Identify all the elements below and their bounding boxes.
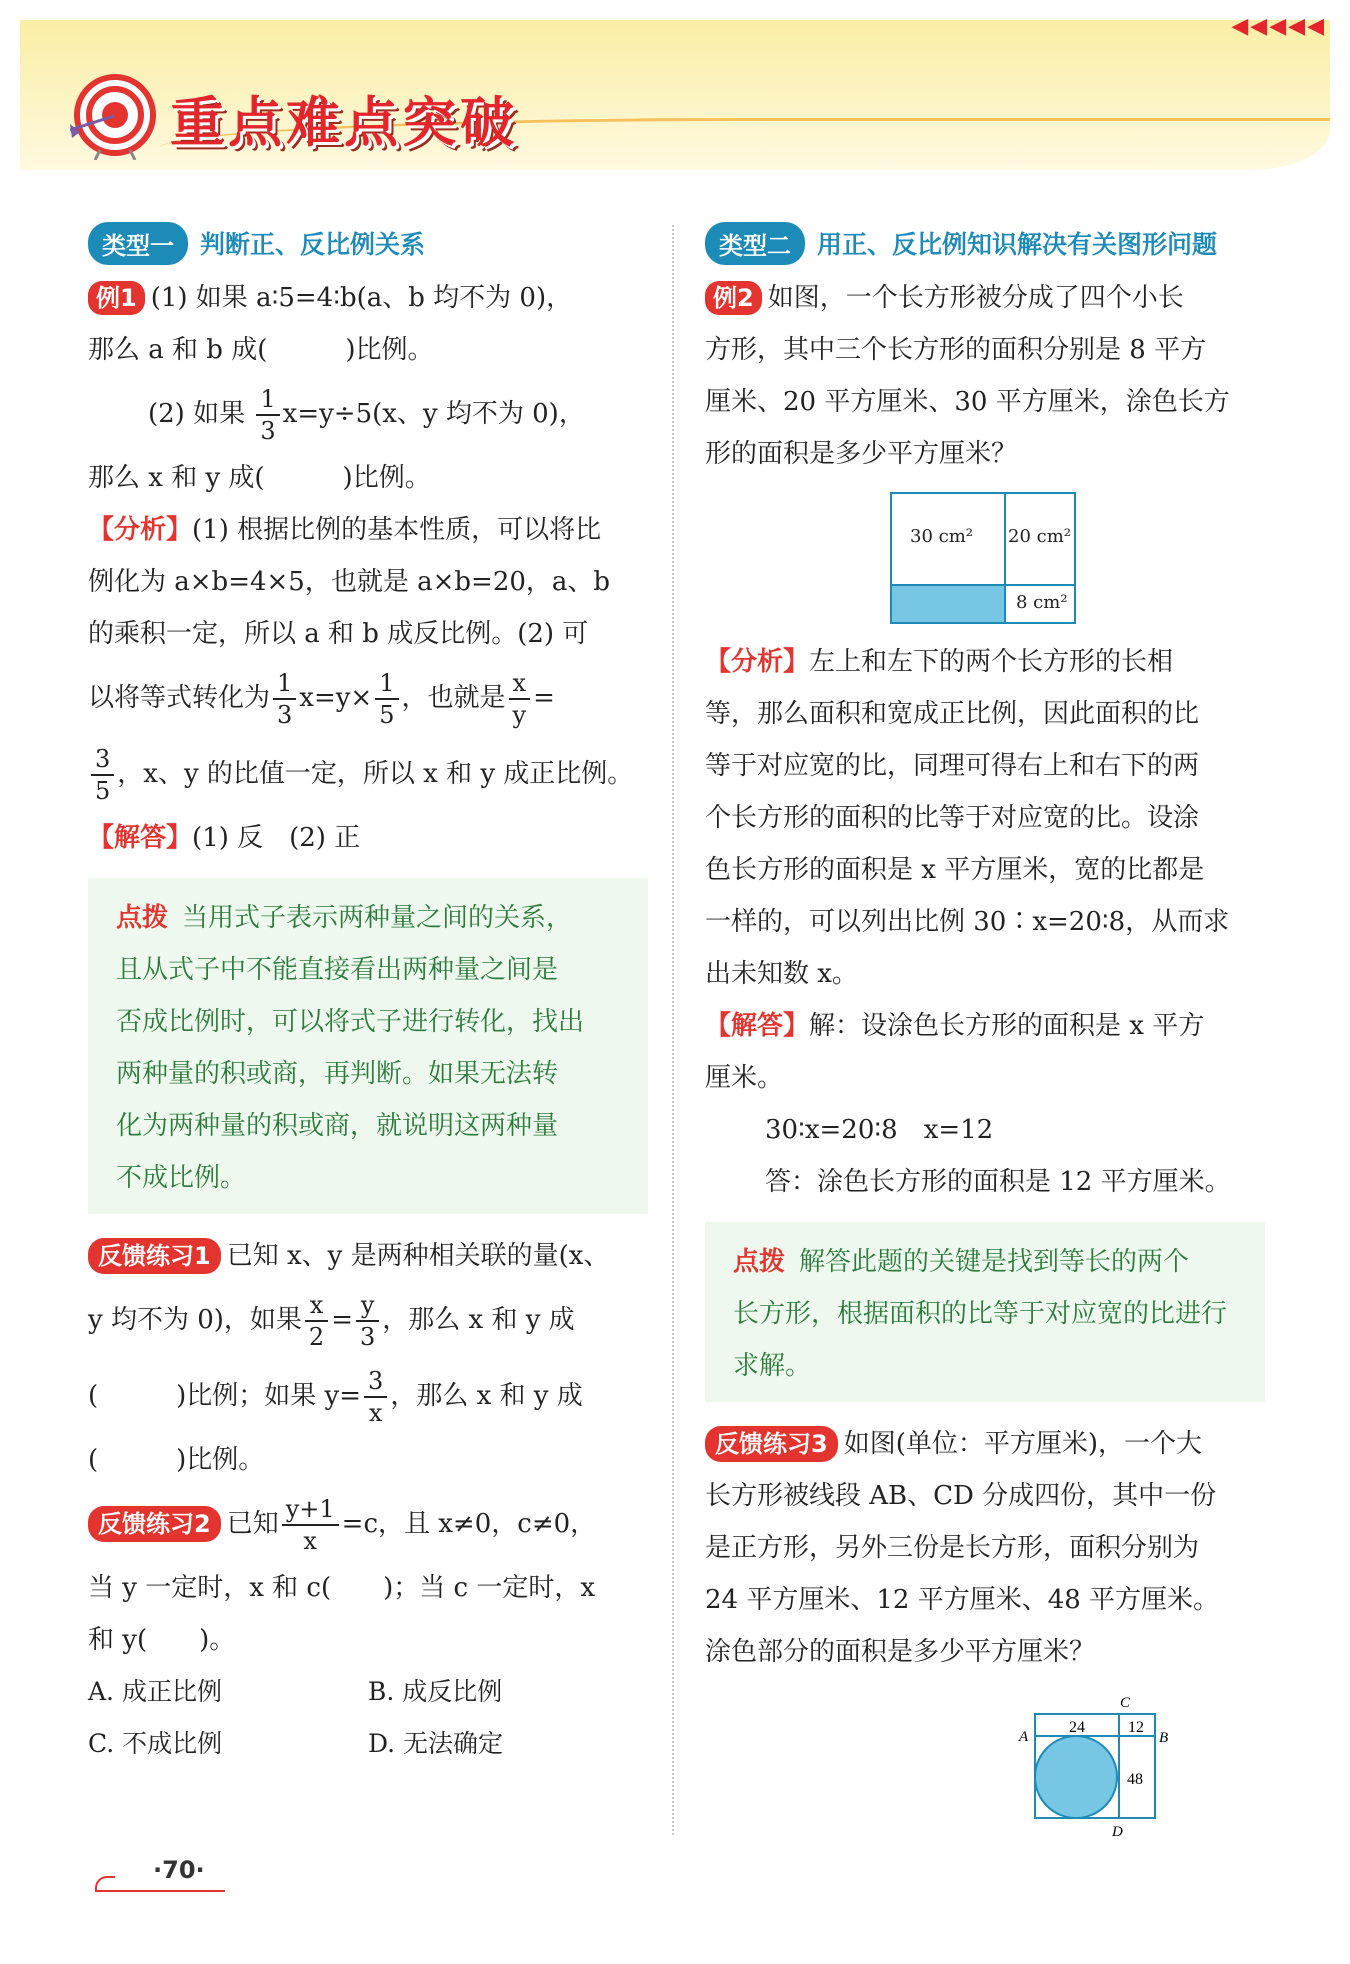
type1-title: 判断正、反比例关系 xyxy=(200,230,426,259)
footer-underline xyxy=(95,1890,225,1892)
frac-den: 3 xyxy=(277,701,293,729)
tip1-line1 xyxy=(116,892,632,944)
frac-num: y+1 xyxy=(282,1494,339,1526)
answer1-line xyxy=(88,812,648,864)
example2-line1 xyxy=(705,272,1265,324)
page-title: 重点难点突破 xyxy=(170,91,518,154)
frac-den: 2 xyxy=(308,1323,325,1351)
analysis1-text1: (1) 根据比例的基本性质，可以将比 xyxy=(192,515,602,545)
example2-line4: 形的面积是多少平方厘米？ xyxy=(705,439,1018,469)
analysis1-line1 xyxy=(88,504,648,556)
right-column xyxy=(705,220,1265,1848)
frac-den: y xyxy=(512,701,527,729)
fraction xyxy=(356,1290,379,1352)
tip1-line2: 且从式子中不能直接看出两种量之间是 xyxy=(116,955,559,985)
frac-num: y xyxy=(356,1290,379,1322)
answer2-line2: 厘米。 xyxy=(705,1063,784,1093)
frac-num: 1 xyxy=(256,384,279,416)
frac-den: 5 xyxy=(379,701,395,729)
feedback3-figure xyxy=(1015,1694,1175,1844)
feedback2-line1 xyxy=(88,1486,648,1562)
feedback3-text1: 如图(单位：平方厘米)，一个大 xyxy=(843,1429,1202,1459)
tip2-label: 点拨 xyxy=(733,1247,786,1277)
analysis1-text4a: 以将等式转化为 xyxy=(88,683,271,713)
analysis1-text4c: ，也就是 xyxy=(401,683,506,713)
frac-num: 3 xyxy=(91,744,114,776)
feedback2-text1a: 已知 xyxy=(226,1509,279,1539)
analysis1-line3: 的乘积一定，所以 a 和 b 成反比例。(2) 可 xyxy=(88,619,589,649)
target-icon xyxy=(70,70,160,160)
feedback2-text1b: =c，且 x≠0，c≠0， xyxy=(341,1509,597,1539)
feedback1-text3a: ( )比例；如果 y= xyxy=(88,1381,362,1411)
type2-title: 用正、反比例知识解决有关图形问题 xyxy=(817,230,1218,259)
tip1-line3: 否成比例时，可以将式子进行转化，找出 xyxy=(116,1007,585,1037)
frac-den: x xyxy=(303,1527,317,1555)
analysis2-line5: 色长方形的面积是 x 平方厘米，宽的比都是 xyxy=(705,855,1205,885)
frac-den: 3 xyxy=(359,1323,376,1351)
feedback1-line3 xyxy=(88,1358,648,1434)
frac-num: 1 xyxy=(273,668,296,700)
column-divider xyxy=(672,225,674,1835)
choice-c[interactable]: C. 不成比例 xyxy=(88,1729,223,1758)
tip2-line3: 求解。 xyxy=(733,1351,812,1381)
label-c: C xyxy=(1120,1695,1131,1711)
analysis1-text4b: x=y× xyxy=(299,683,373,713)
frac-num: x xyxy=(509,668,531,700)
choice-b[interactable]: B. 成反比例 xyxy=(368,1677,503,1706)
choice-row-1 xyxy=(88,1666,648,1718)
tip1-line6: 不成比例。 xyxy=(116,1163,247,1193)
example2-badge: 例2 xyxy=(705,281,762,315)
tip2-text1: 解答此题的关键是找到等长的两个 xyxy=(799,1247,1190,1277)
figure-line xyxy=(1004,584,1074,586)
example1-line3 xyxy=(88,376,648,452)
label-a: A xyxy=(1019,1729,1029,1745)
fraction xyxy=(273,668,296,730)
analysis1-line2: 例化为 a×b=4×5，也就是 a×b=20，a、b xyxy=(88,567,611,597)
page-footer xyxy=(95,1856,225,1896)
analysis2-line6: 一样的，可以列出比例 30∶x=20∶8，从而求 xyxy=(705,907,1230,937)
area-12: 12 xyxy=(1128,1719,1144,1736)
feedback1-text2a: y 均不为 0)，如果 xyxy=(88,1305,302,1335)
example1-text3a: (2) 如果 xyxy=(148,399,246,429)
feedback1-line4: ( )比例。 xyxy=(88,1445,265,1475)
tip2-line1 xyxy=(733,1236,1249,1288)
left-column xyxy=(88,220,648,1770)
arrows-decoration: ◀◀◀◀◀ xyxy=(1231,14,1326,39)
example1-line2: 那么 a 和 b 成( )比例。 xyxy=(88,335,434,365)
choice-d[interactable]: D. 无法确定 xyxy=(368,1729,504,1758)
frac-den: 5 xyxy=(95,777,111,805)
feedback2-line3: 和 y( )。 xyxy=(88,1625,236,1655)
type1-badge: 类型一 xyxy=(88,222,188,265)
shaded-rectangle xyxy=(892,584,1004,622)
answer2-text1: 解：设涂色长方形的面积是 x 平方 xyxy=(809,1011,1205,1041)
analysis1-line4 xyxy=(88,660,648,736)
frac-num: 3 xyxy=(364,1366,387,1398)
frac-num: x xyxy=(305,1290,328,1322)
feedback1-text2c: ，那么 x 和 y 成 xyxy=(382,1305,575,1335)
area-label-20: 20 cm² xyxy=(1008,526,1071,547)
analysis1-text5: ，x、y 的比值一定，所以 x 和 y 成正比例。 xyxy=(117,759,634,789)
area-label-30: 30 cm² xyxy=(910,526,973,547)
example1-line4: 那么 x 和 y 成( )比例。 xyxy=(88,463,431,493)
page-number: ·70· xyxy=(153,1856,205,1884)
feedback3-line2: 长方形被线段 AB、CD 分成四份，其中一份 xyxy=(705,1481,1217,1511)
analysis1-text4d: = xyxy=(533,683,555,713)
frac-num: 1 xyxy=(375,668,398,700)
feedback1-text3b: ，那么 x 和 y 成 xyxy=(390,1381,583,1411)
tip2-line2: 长方形，根据面积的比等于对应宽的比进行 xyxy=(733,1299,1228,1329)
analysis2-text1: 左上和左下的两个长方形的长相 xyxy=(809,647,1174,677)
tip1-box xyxy=(88,878,648,1214)
area-48: 48 xyxy=(1127,1771,1143,1788)
tip1-line5: 化为两种量的积或商，就说明这两种量 xyxy=(116,1111,559,1141)
figure-line xyxy=(892,584,1004,586)
answer1-text: (1) 反 (2) 正 xyxy=(192,823,361,853)
type1-header xyxy=(88,220,648,266)
analysis-tag: 【分析】 xyxy=(705,647,810,677)
analysis2-line3: 等于对应宽的比，同理可得右上和右下的两 xyxy=(705,751,1200,781)
answer2-line4: 答：涂色长方形的面积是 12 平方厘米。 xyxy=(765,1167,1231,1197)
answer-tag: 【解答】 xyxy=(705,1011,810,1041)
feedback1-text2b: = xyxy=(331,1305,353,1335)
answer-tag: 【解答】 xyxy=(88,823,193,853)
tip1-label: 点拨 xyxy=(116,903,169,933)
analysis2-line4: 个长方形的面积的比等于对应宽的比。设涂 xyxy=(705,803,1200,833)
analysis2-line1 xyxy=(705,636,1265,688)
fraction xyxy=(282,1494,339,1556)
feedback3-badge: 反馈练习3 xyxy=(705,1426,838,1462)
feedback1-text1: 已知 x、y 是两种相关联的量(x、 xyxy=(226,1241,610,1271)
feedback1-line2 xyxy=(88,1282,648,1358)
analysis1-line5 xyxy=(88,736,648,812)
frac-den: x xyxy=(368,1399,383,1427)
example2-text1: 如图，一个长方形被分成了四个小长 xyxy=(767,283,1184,313)
analysis2-line2: 等，那么面积和宽成正比例，因此面积的比 xyxy=(705,699,1200,729)
type2-header xyxy=(705,220,1265,266)
fraction xyxy=(256,384,279,446)
figure-line xyxy=(1004,494,1006,622)
feedback1-line1 xyxy=(88,1230,648,1282)
feedback2-badge: 反馈练习2 xyxy=(88,1506,221,1542)
frac-den: 3 xyxy=(260,417,276,445)
example1-text3b: x=y÷5(x、y 均不为 0)， xyxy=(282,399,585,429)
fraction xyxy=(305,1290,328,1352)
shaded-circle xyxy=(1035,1736,1117,1818)
example2-figure xyxy=(890,492,1076,624)
fraction xyxy=(509,668,531,730)
example1-badge: 例1 xyxy=(88,281,145,315)
label-d: D xyxy=(1112,1824,1123,1840)
example2-line2: 方形，其中三个长方形的面积分别是 8 平方 xyxy=(705,335,1207,365)
feedback3-line3: 是正方形，另外三份是长方形，面积分别为 xyxy=(705,1533,1200,1563)
label-b: B xyxy=(1159,1730,1169,1746)
type2-badge: 类型二 xyxy=(705,222,805,265)
example1-text1: (1) 如果 a∶5=4∶b(a、b 均不为 0)， xyxy=(150,283,573,313)
feedback1-badge: 反馈练习1 xyxy=(88,1238,221,1274)
feedback3-line1 xyxy=(705,1418,1265,1470)
feedback3-line4: 24 平方厘米、12 平方厘米、48 平方厘米。 xyxy=(705,1585,1220,1615)
area-24: 24 xyxy=(1069,1719,1085,1736)
example2-line3: 厘米、20 平方厘米、30 平方厘米，涂色长方 xyxy=(705,387,1230,417)
analysis2-line7: 出未知数 x。 xyxy=(705,959,858,989)
example1-line1 xyxy=(88,272,648,324)
fraction xyxy=(364,1366,387,1428)
tip1-line4: 两种量的积或商，再判断。如果无法转 xyxy=(116,1059,559,1089)
area-label-8: 8 cm² xyxy=(1016,592,1068,613)
answer2-line3: 30∶x=20∶8 x=12 xyxy=(765,1115,994,1145)
feedback3-line5: 涂色部分的面积是多少平方厘米？ xyxy=(705,1637,1096,1667)
choice-row-2 xyxy=(88,1718,648,1770)
tip2-box xyxy=(705,1222,1265,1402)
fraction xyxy=(375,668,398,730)
tip1-text1: 当用式子表示两种量之间的关系， xyxy=(182,903,573,933)
fraction xyxy=(91,744,114,806)
answer2-line1 xyxy=(705,1000,1265,1052)
feedback2-line2: 当 y 一定时，x 和 c( )；当 c 一定时，x xyxy=(88,1573,596,1603)
analysis-tag: 【分析】 xyxy=(88,515,193,545)
choice-a[interactable]: A. 成正比例 xyxy=(88,1677,222,1706)
